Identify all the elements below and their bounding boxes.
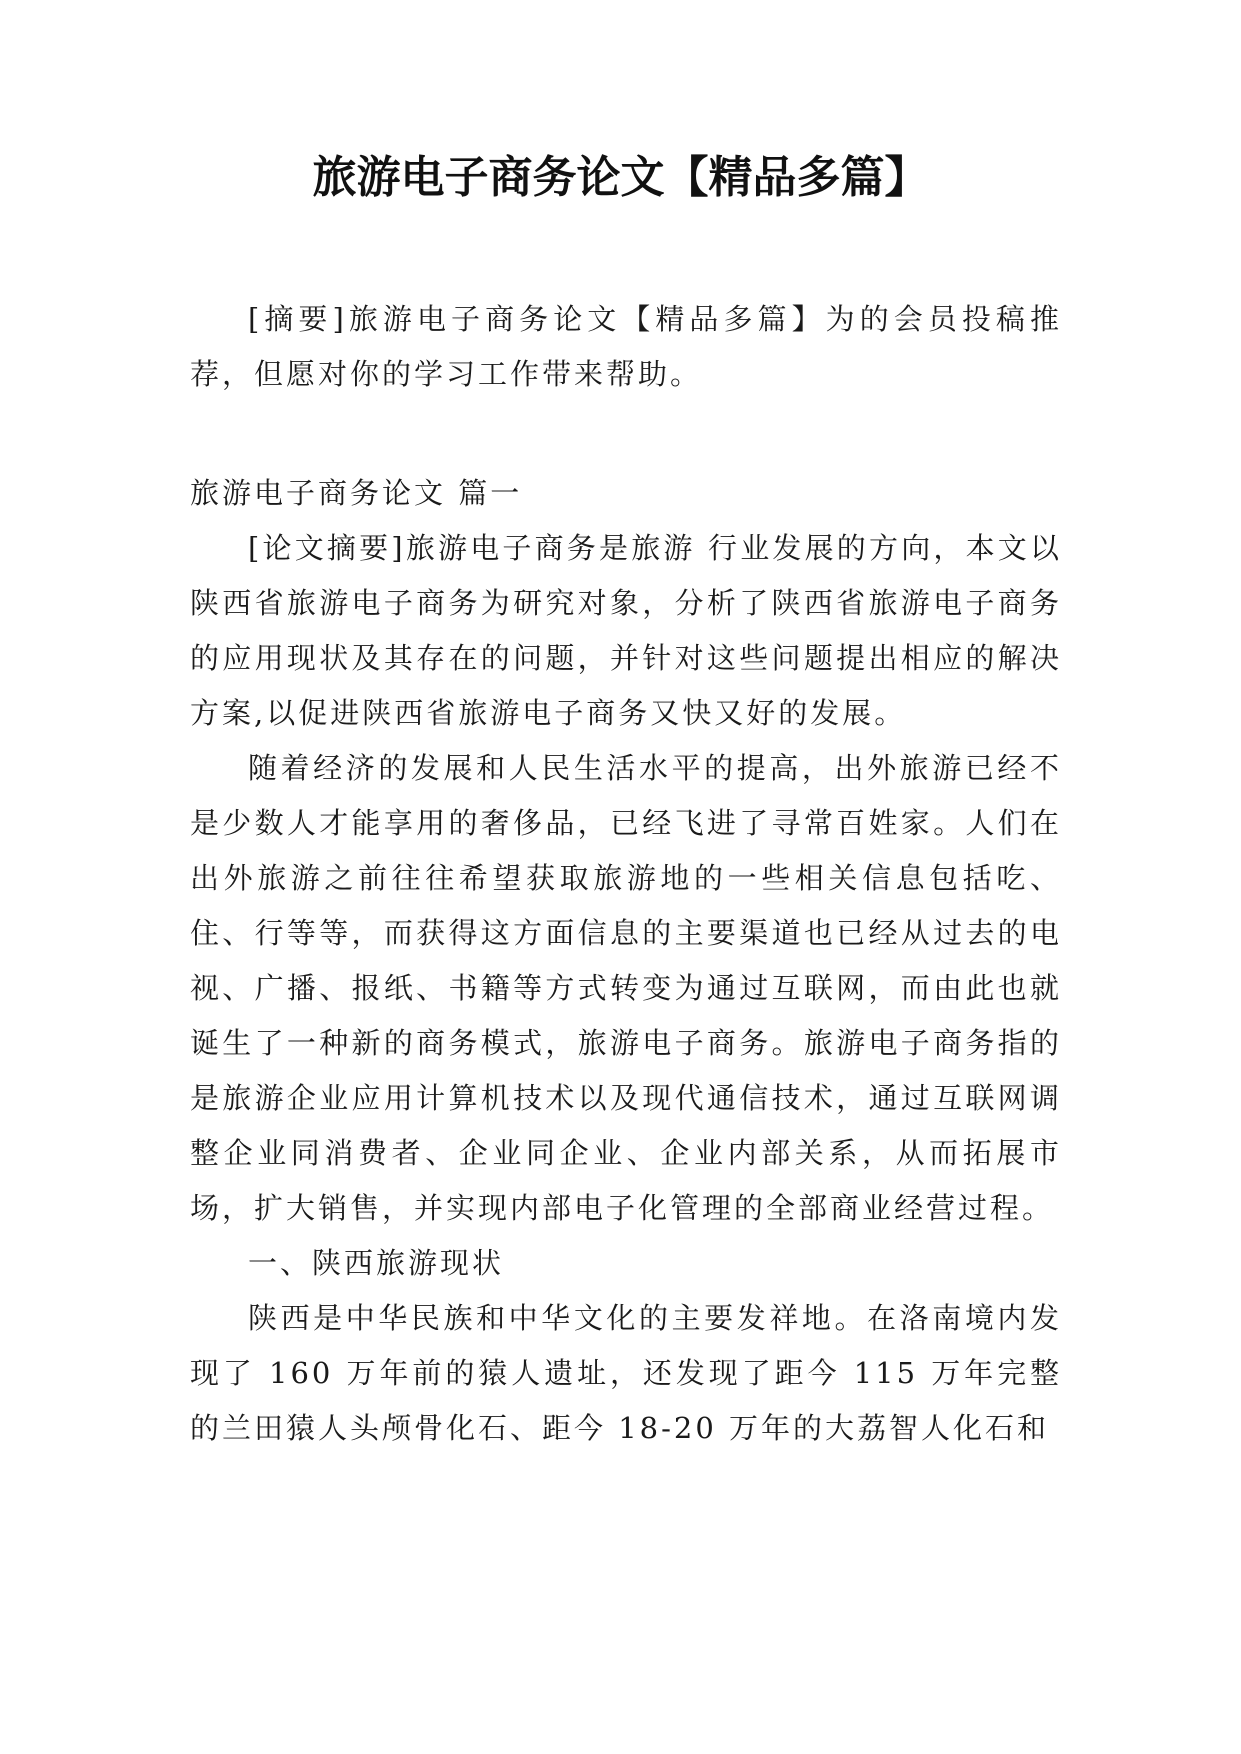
main-body [190,466,1062,1456]
paragraph-2: 随着经济的发展和人民生活水平的提高，出外旅游已经不是少数人才能享用的奢侈品，已经飞进了寻常百姓家。人们在出外旅游之前往往希望获取旅游地的一些相关信息包括吃、住、行等等，而获得这方面信息的主要渠道也已经从过去的电视、广播、报纸、书籍等方式转变为通过互联网，而由此也就诞生了一种新的商务模式，旅游电子商务。旅游电子商务指的是旅游企业应用计算机技术以及现代通信技术，通过互联网调整企业同消费者、企业同企业、企业内部关系，从而拓展市场，扩大销售，并实现内部电子化管理的全部商业经营过程。 [190,751,1062,1225]
section-heading: 旅游电子商务论文 篇一 [190,476,523,510]
abstract-paragraph: [摘要]旅游电子商务论文【精品多篇】为的会员投稿推荐，但愿对你的学习工作带来帮助。 [190,302,1062,391]
paragraph-3: 陕西是中华民族和中华文化的主要发祥地。在洛南境内发现了 160 万年前的猿人遗址，还发现了距今 115 万年完整的兰田猿人头颅骨化石、距今 18-20 万年的大荔智人化石和 [190,1301,1062,1445]
abstract-block [190,292,1062,402]
document-title: 旅游电子商务论文【精品多篇】 [312,152,929,203]
subheading-1: 一、陕西旅游现状 [248,1246,505,1280]
paragraph-1: [论文摘要]旅游电子商务是旅游 行业发展的方向，本文以陕西省旅游电子商务为研究对象，分析了陕西省旅游电子商务的应用现状及其存在的问题，并针对这些问题提出相应的解决方案,以促进陕西省旅游电子商务又快又好的发展。 [190,531,1062,730]
